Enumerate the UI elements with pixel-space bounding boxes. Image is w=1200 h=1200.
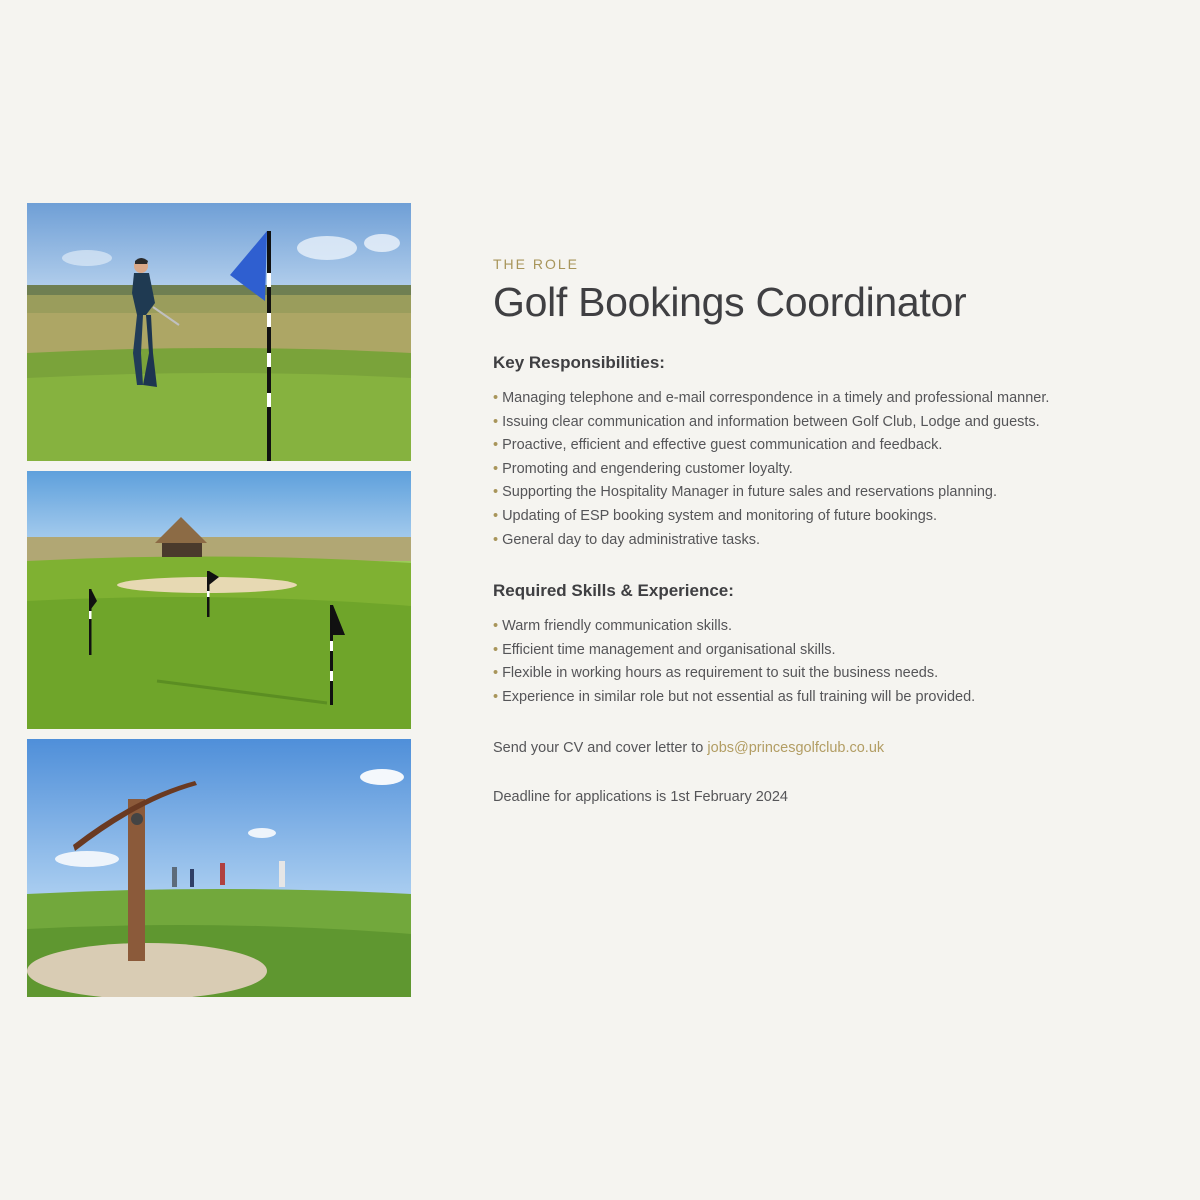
list-item xyxy=(493,387,1173,411)
bullet-icon: • xyxy=(493,460,499,477)
page-title: Golf Bookings Coordinator xyxy=(493,279,967,325)
list-item-text: Supporting the Hospitality Manager in future sales and reservations planning. xyxy=(502,484,997,501)
list-item xyxy=(493,458,1173,482)
bullet-icon: • xyxy=(493,688,499,705)
bullet-icon: • xyxy=(493,618,499,635)
list-item-text: Flexible in working hours as requirement to suit the business needs. xyxy=(502,665,939,682)
list-item-text: Updating of ESP booking system and monitoring of future bookings. xyxy=(502,507,938,524)
bullet-icon: • xyxy=(493,641,499,658)
list-item xyxy=(493,481,1173,505)
skills-heading: Required Skills & Experience: xyxy=(493,581,734,601)
list-item xyxy=(493,662,1173,686)
list-item-text: Managing telephone and e-mail correspondence in a timely and professional manner. xyxy=(502,390,1050,406)
email-link[interactable]: jobs@princesgolfclub.co.uk xyxy=(707,739,885,756)
responsibilities-list xyxy=(493,387,1173,552)
bullet-icon: • xyxy=(493,413,499,430)
propeller-marker-illustration xyxy=(27,739,411,997)
list-item xyxy=(493,505,1173,529)
list-item-text: Proactive, efficient and effective guest communication and feedback. xyxy=(502,437,943,454)
apply-instructions xyxy=(493,738,1173,758)
skills-list xyxy=(493,615,1173,709)
bullet-icon: • xyxy=(493,665,499,682)
bullet-icon: • xyxy=(493,531,499,548)
list-item-text: General day to day administrative tasks. xyxy=(502,531,760,548)
propeller-marker-photo xyxy=(27,739,411,997)
responsibilities-heading: Key Responsibilities: xyxy=(493,353,665,372)
list-item-text: Efficient time management and organisational skills. xyxy=(502,641,836,658)
list-item xyxy=(493,639,1173,663)
apply-text: Send your CV and cover letter to xyxy=(493,739,708,756)
bullet-icon: • xyxy=(493,390,499,406)
list-item xyxy=(493,686,1173,710)
list-item-text: Issuing clear communication and information between Golf Club, Lodge and guests. xyxy=(502,413,1040,430)
list-item-text: Promoting and engendering customer loyalty. xyxy=(502,460,793,477)
list-item xyxy=(493,615,1173,639)
golfer-chipping-photo xyxy=(27,203,411,461)
list-item xyxy=(493,529,1173,553)
golfer-chipping-illustration xyxy=(27,203,411,461)
role-details xyxy=(493,255,1173,807)
deadline-text: Deadline for applications is 1st February 2024 xyxy=(493,788,788,805)
bullet-icon: • xyxy=(493,507,499,524)
bullet-icon: • xyxy=(493,484,499,501)
list-item-text: Experience in similar role but not essential as full training will be provided. xyxy=(502,688,976,705)
list-item xyxy=(493,411,1173,435)
bullet-icon: • xyxy=(493,437,499,454)
putting-green-photo xyxy=(27,471,411,729)
list-item xyxy=(493,434,1173,458)
list-item-text: Warm friendly communication skills. xyxy=(502,618,732,635)
putting-green-illustration xyxy=(27,471,411,729)
role-eyebrow: THE ROLE xyxy=(493,256,580,272)
